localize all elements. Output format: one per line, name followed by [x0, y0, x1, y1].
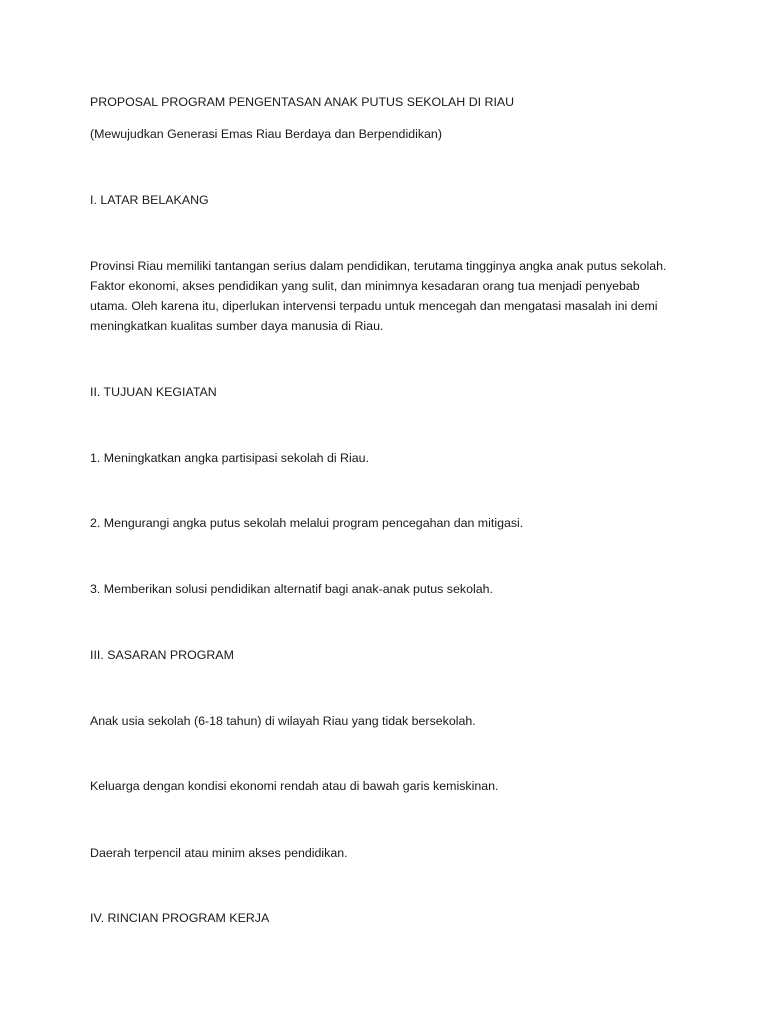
paragraph-line: Provinsi Riau memiliki tantangan serius dalam pendidikan, terutama tingginya angka anak putus sekolah. — [90, 259, 667, 273]
sasaran-item: Keluarga dengan kondisi ekonomi rendah atau di bawah garis kemiskinan. — [90, 779, 499, 793]
section-heading-sasaran-program: III. SASARAN PROGRAM — [90, 648, 234, 662]
paragraph-line: meningkatkan kualitas sumber daya manusia di Riau. — [90, 319, 384, 333]
tujuan-item: 2. Mengurangi angka putus sekolah melalui program pencegahan dan mitigasi. — [90, 516, 524, 530]
tujuan-item: 1. Meningkatkan angka partisipasi sekolah di Riau. — [90, 451, 369, 465]
latar-belakang-paragraph — [90, 256, 690, 336]
sasaran-item: Anak usia sekolah (6-18 tahun) di wilayah Riau yang tidak bersekolah. — [90, 714, 476, 728]
section-heading-rincian-program-kerja: IV. RINCIAN PROGRAM KERJA — [90, 911, 270, 925]
tujuan-item: 3. Memberikan solusi pendidikan alternatif bagi anak-anak putus sekolah. — [90, 582, 493, 596]
document-title: PROPOSAL PROGRAM PENGENTASAN ANAK PUTUS SEKOLAH DI RIAU — [90, 95, 515, 109]
document-subtitle: (Mewujudkan Generasi Emas Riau Berdaya dan Berpendidikan) — [90, 127, 442, 141]
section-heading-tujuan-kegiatan: II. TUJUAN KEGIATAN — [90, 385, 217, 399]
sasaran-item: Daerah terpencil atau minim akses pendidikan. — [90, 846, 348, 860]
paragraph-line: Faktor ekonomi, akses pendidikan yang sulit, dan minimnya kesadaran orang tua menjadi penyebab — [90, 279, 640, 293]
paragraph-line: utama. Oleh karena itu, diperlukan intervensi terpadu untuk mencegah dan mengatasi masalah ini demi — [90, 299, 658, 313]
section-heading-latar-belakang: I. LATAR BELAKANG — [90, 193, 209, 207]
